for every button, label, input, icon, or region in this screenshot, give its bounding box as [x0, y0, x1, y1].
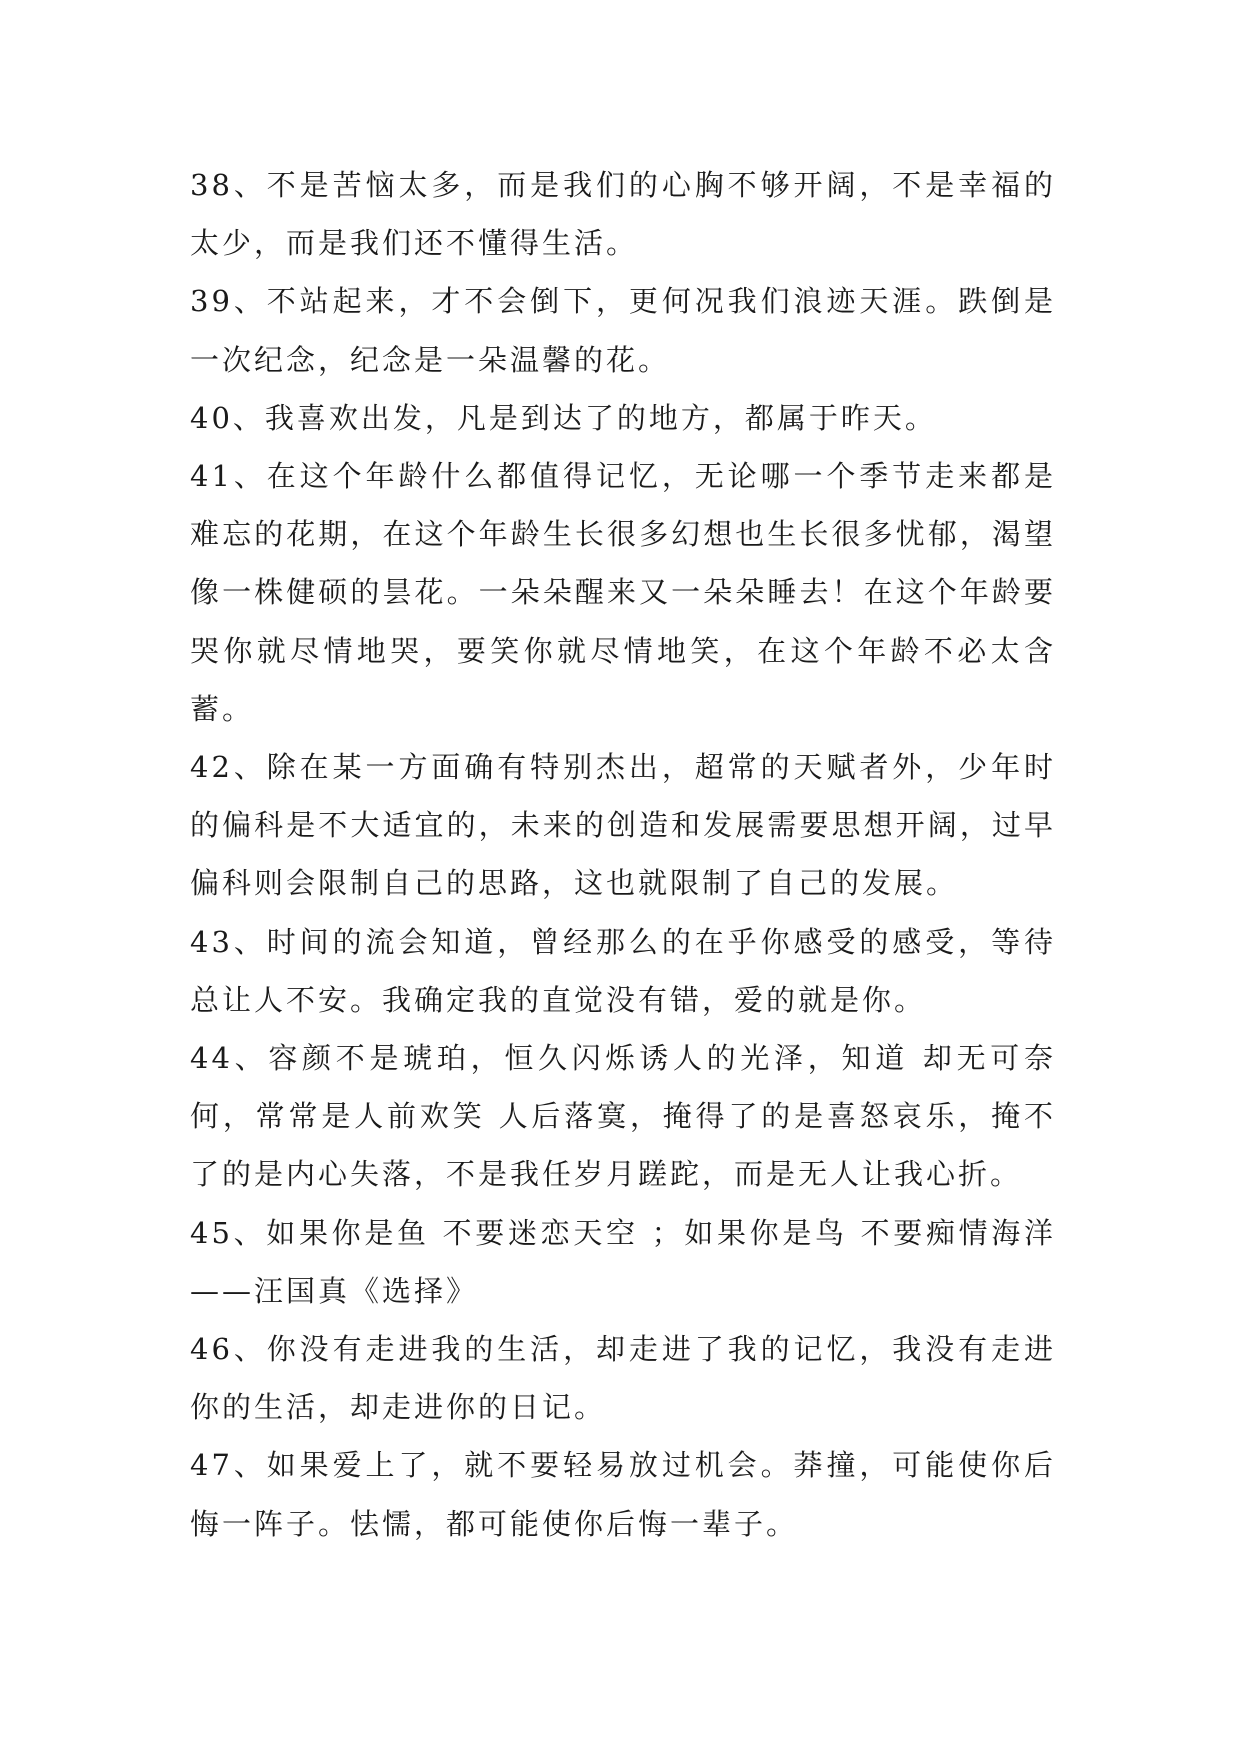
document-body	[190, 156, 1056, 1553]
entry-44: 44、容颜不是琥珀，恒久闪烁诱人的光泽，知道 却无可奈何，常常是人前欢笑 人后落寞，掩得了的是喜怒哀乐，掩不了的是内心失落，不是我任岁月蹉跎，而是无人让我心折。	[190, 1041, 1056, 1192]
entry-40: 40、我喜欢出发，凡是到达了的地方，都属于昨天。	[190, 400, 937, 435]
entry-45: 45、如果你是鱼 不要迷恋天空 ；如果你是鸟 不要痴情海洋——汪国真《选择》	[190, 1215, 1056, 1308]
entry-41: 41、在这个年龄什么都值得记忆，无论哪一个季节走来都是难忘的花期，在这个年龄生长很多幻想也生长很多忧郁，渴望像一株健硕的昙花。一朵朵醒来又一朵朵睡去！在这个年龄要哭你就尽情地哭，要笑你就尽情地笑，在这个年龄不必太含蓄。	[190, 459, 1056, 726]
entry-42: 42、除在某一方面确有特别杰出，超常的天赋者外，少年时的偏科是不大适宜的，未来的创造和发展需要思想开阔，过早偏科则会限制自己的思路，这也就限制了自己的发展。	[190, 750, 1056, 901]
entry-43: 43、时间的流会知道，曾经那么的在乎你感受的感受，等待总让人不安。我确定我的直觉没有错，爱的就是你。	[190, 924, 1056, 1017]
entry-38: 38、不是苦恼太多，而是我们的心胸不够开阔，不是幸福的太少，而是我们还不懂得生活。	[190, 168, 1056, 261]
entry-47: 47、如果爱上了，就不要轻易放过机会。莽撞，可能使你后悔一阵子。怯懦，都可能使你后悔一辈子。	[190, 1448, 1056, 1541]
entry-39: 39、不站起来，才不会倒下，更何况我们浪迹天涯。跌倒是一次纪念，纪念是一朵温馨的花。	[190, 284, 1056, 377]
entry-46: 46、你没有走进我的生活，却走进了我的记忆，我没有走进你的生活，却走进你的日记。	[190, 1332, 1056, 1425]
